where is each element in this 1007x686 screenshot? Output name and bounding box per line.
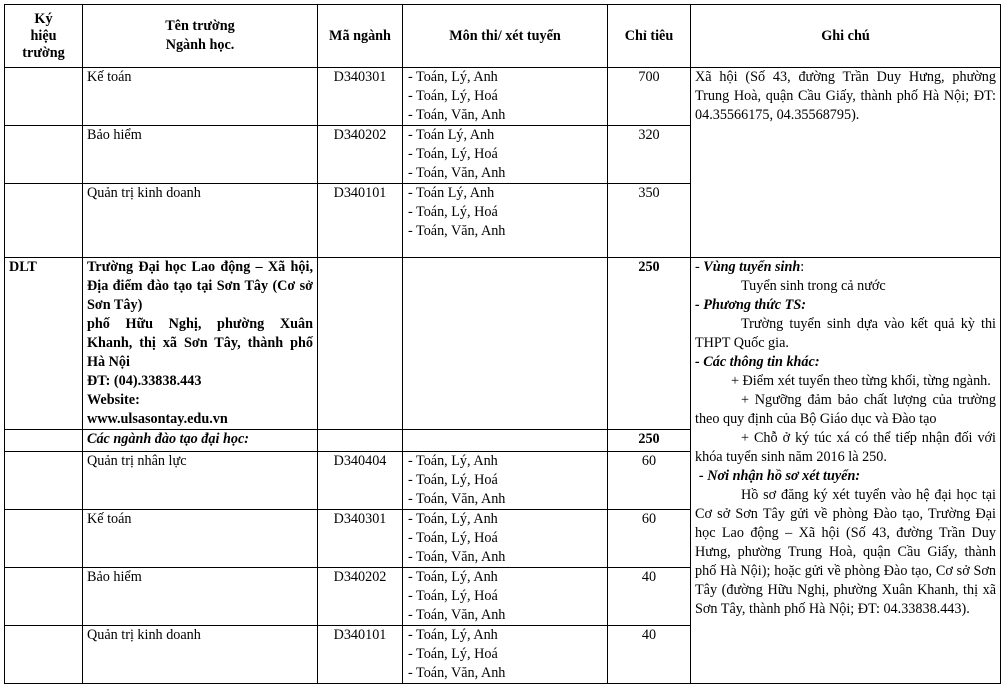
- header-chi-tieu: Chỉ tiêu: [608, 5, 691, 68]
- method-text: Trường tuyển sinh dựa vào kết quả kỳ thi THPT Quốc gia.: [695, 316, 996, 351]
- other-info-3: + Chỗ ở ký túc xá có thể tiếp nhận đối với khóa tuyển sinh năm 2016 là 250.: [695, 430, 996, 465]
- program-code: D340404: [318, 452, 403, 510]
- region-text: Tuyển sinh trong cả nước: [741, 278, 886, 294]
- school-code: DLT: [5, 258, 83, 430]
- program-subjects: - Toán, Lý, Anh - Toán, Lý, Hoá - Toán, Văn, Anh: [403, 452, 608, 510]
- program-subjects: - Toán, Lý, Anh - Toán, Lý, Hoá - Toán, Văn, Anh: [403, 68, 608, 126]
- programs-label: Các ngành đào tạo đại học:: [83, 430, 318, 452]
- program-name: Quản trị kinh doanh: [83, 184, 318, 258]
- program-quota: 320: [608, 126, 691, 184]
- school-address: phố Hữu Nghị, phường Xuân Khanh, thị xã Sơn Tây, thành phố Hà Nội: [87, 316, 313, 370]
- table-row: [5, 68, 1001, 126]
- other-label: - Các thông tin khác:: [695, 354, 820, 370]
- program-name: Kế toán: [83, 68, 318, 126]
- header-mon-thi: Môn thi/ xét tuyển: [403, 5, 608, 68]
- school-info: [83, 258, 318, 430]
- admission-table: [4, 4, 1001, 684]
- program-subjects: - Toán, Lý, Anh - Toán, Lý, Hoá - Toán, Văn, Anh: [403, 626, 608, 684]
- program-name: Quản trị kinh doanh: [83, 626, 318, 684]
- school-quota: 250: [608, 258, 691, 430]
- program-quota: 40: [608, 568, 691, 626]
- program-code: D340301: [318, 68, 403, 126]
- program-name: Bảo hiểm: [83, 126, 318, 184]
- program-name: Bảo hiểm: [83, 568, 318, 626]
- submit-text: Hồ sơ đăng ký xét tuyển vào hệ đại học tại Cơ sở Sơn Tây gửi về phòng Đào tạo, Trường Đại học Lao động – Xã hội (Số 43, đường Trần Duy Hưng, phường Trung Hoà, quận Cầu Giấy, thành phố Hà Nội); hoặc gửi về phòng Đào tạo, Cơ sở Sơn Tây (đường Hữu Nghị, phường Xuân Khanh, thị xã Sơn Tây, thành phố Hà Nội; ĐT: 04.33838.443).: [695, 487, 996, 617]
- program-code: D340101: [318, 184, 403, 258]
- program-subjects: - Toán Lý, Anh - Toán, Lý, Hoá - Toán, Văn, Anh: [403, 184, 608, 258]
- other-info-2: + Ngưỡng đảm bảo chất lượng của trường theo quy định của Bộ Giáo dục và Đào tạo: [695, 392, 996, 427]
- top-note: Xã hội (Số 43, đường Trần Duy Hưng, phường Trung Hoà, quận Cầu Giấy, thành phố Hà Nội; ĐT: 04.35566175, 04.35568795).: [691, 68, 1001, 258]
- program-subjects: - Toán Lý, Anh - Toán, Lý, Hoá - Toán, Văn, Anh: [403, 126, 608, 184]
- program-quota: 40: [608, 626, 691, 684]
- submit-label: - Nơi nhận hồ sơ xét tuyển:: [699, 468, 861, 484]
- program-name: Kế toán: [83, 510, 318, 568]
- program-quota: 350: [608, 184, 691, 258]
- header-ky-hieu: Ký hiệu trường: [5, 5, 83, 68]
- other-info-1: + Điểm xét tuyển theo từng khối, từng ngành.: [731, 373, 991, 389]
- school-website: www.ulsasontay.edu.vn: [87, 411, 228, 427]
- program-code: D340301: [318, 510, 403, 568]
- program-subjects: - Toán, Lý, Anh - Toán, Lý, Hoá - Toán, Văn, Anh: [403, 510, 608, 568]
- programs-quota: 250: [608, 430, 691, 452]
- program-quota: 60: [608, 510, 691, 568]
- school-name: Trường Đại học Lao động – Xã hội, Địa điểm đào tạo tại Sơn Tây (Cơ sở Sơn Tây): [87, 259, 313, 313]
- program-subjects: - Toán, Lý, Anh - Toán, Lý, Hoá - Toán, Văn, Anh: [403, 568, 608, 626]
- school-website-label: Website:: [87, 392, 140, 408]
- header-ma-nganh: Mã ngành: [318, 5, 403, 68]
- program-quota: 700: [608, 68, 691, 126]
- header-ten-truong: Tên trường Ngành học.: [83, 5, 318, 68]
- header-ghi-chu: Ghi chú: [691, 5, 1001, 68]
- program-name: Quản trị nhân lực: [83, 452, 318, 510]
- region-label: Vùng tuyển sinh: [703, 259, 801, 275]
- program-quota: 60: [608, 452, 691, 510]
- school-row: [5, 258, 1001, 430]
- school-phone: ĐT: (04).33838.443: [87, 373, 202, 389]
- admission-notes: - Vùng tuyển sinh: Tuyển sinh trong cả nước - Phương thức TS: Trường tuyển sinh dựa vào kết quả kỳ thi THPT Quốc gia. - Các thông tin khác: + Điểm xét tuyển theo từng khối, từng ngành. + Ngưỡng đảm bảo chất lượng của trường theo quy định của Bộ Giáo dục và Đào tạo + Chỗ ở ký túc xá có thể tiếp nhận đối với khóa tuyển sinh năm 2016 là 250. - Nơi nhận hồ sơ xét tuyển: Hồ sơ đăng ký xét tuyển vào hệ đại học tại Cơ sở Sơn Tây gửi về phòng Đào tạo, Trường Đại học Lao động – Xã hội (Số 43, đường Trần Duy Hưng, phường Trung Hoà, quận Cầu Giấy, thành phố Hà Nội); hoặc gửi về phòng Đào tạo, Cơ sở Sơn Tây (đường Hữu Nghị, phường Xuân Khanh, thị xã Sơn Tây, thành phố Hà Nội; ĐT: 04.33838.443).: [691, 258, 1001, 684]
- program-code: D340202: [318, 126, 403, 184]
- method-label: - Phương thức TS:: [695, 297, 806, 313]
- header-row: [5, 5, 1001, 68]
- program-code: D340101: [318, 626, 403, 684]
- program-code: D340202: [318, 568, 403, 626]
